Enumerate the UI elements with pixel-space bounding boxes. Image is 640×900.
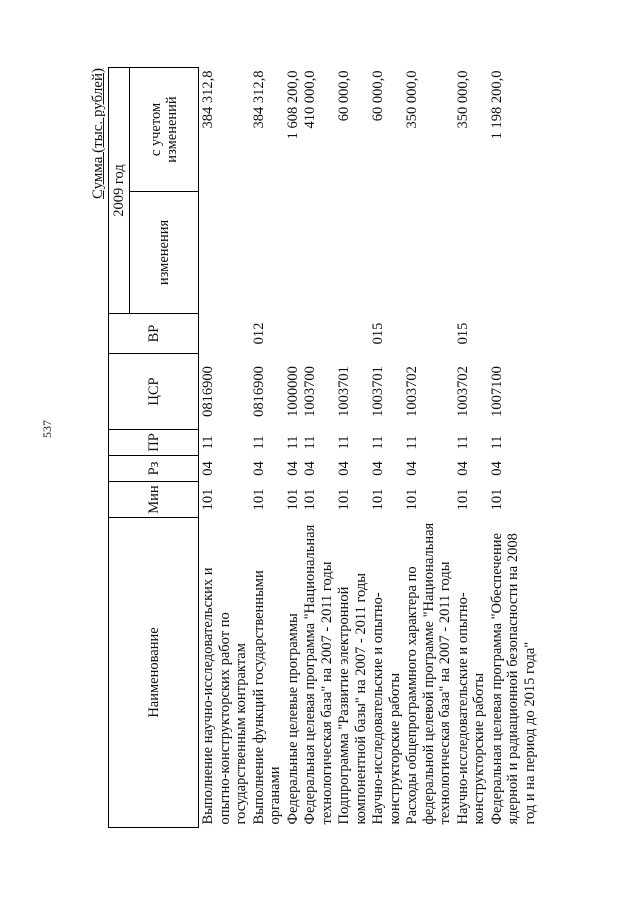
sum-header: Сумма (тыс. рублей) bbox=[90, 68, 106, 200]
row-vr: 015 bbox=[454, 322, 471, 345]
row-rz: 04 bbox=[404, 461, 420, 476]
row-vr bbox=[335, 314, 369, 354]
row-name: Выполнение функций государственными органами bbox=[250, 570, 283, 825]
col-changes-header: изменения bbox=[130, 192, 199, 314]
table-body bbox=[199, 67, 539, 827]
row-csr: 1003700 bbox=[302, 366, 318, 417]
row-rz: 04 bbox=[284, 461, 301, 476]
row-pr: 11 bbox=[200, 435, 216, 450]
row-pr: 11 bbox=[302, 435, 318, 450]
row-changes bbox=[199, 192, 250, 314]
row-name: Научно-исследовательские и опытно-конструкторские работы bbox=[454, 592, 487, 825]
col-name-header: Наименование bbox=[109, 518, 199, 828]
row-name: Научно-исследовательские и опытно-конструкторские работы bbox=[370, 592, 403, 825]
rotated-document bbox=[90, 68, 630, 828]
table-header bbox=[109, 67, 199, 827]
row-with-changes: 410 000,0 bbox=[302, 70, 318, 129]
row-min: 101 bbox=[454, 488, 471, 511]
row-rz: 04 bbox=[370, 461, 386, 476]
row-rz: 04 bbox=[302, 461, 318, 476]
row-min: 101 bbox=[250, 488, 267, 511]
row-min: 101 bbox=[404, 488, 420, 511]
row-rz: 04 bbox=[488, 461, 505, 476]
table-row bbox=[301, 67, 335, 827]
row-with-changes: 60 000,0 bbox=[336, 70, 352, 122]
row-rz: 04 bbox=[250, 461, 267, 476]
col-with-changes-header: с учетом изменений bbox=[130, 67, 199, 191]
row-pr: 11 bbox=[370, 435, 386, 450]
table-row bbox=[284, 67, 302, 827]
row-pr: 11 bbox=[284, 435, 301, 450]
row-pr: 11 bbox=[454, 435, 471, 450]
table-row bbox=[250, 67, 284, 827]
row-min: 101 bbox=[302, 488, 318, 511]
row-min: 101 bbox=[336, 488, 352, 511]
row-changes bbox=[369, 192, 403, 314]
row-pr: 11 bbox=[488, 435, 505, 450]
row-vr bbox=[284, 314, 302, 354]
row-rz: 04 bbox=[454, 461, 471, 476]
row-csr: 1003702 bbox=[404, 366, 420, 417]
row-min: 101 bbox=[200, 488, 216, 511]
row-changes bbox=[250, 192, 284, 314]
row-csr: 1000000 bbox=[284, 366, 301, 417]
row-csr: 0816900 bbox=[200, 366, 216, 417]
page-number: 537 bbox=[40, 420, 54, 438]
row-with-changes: 384 312,8 bbox=[200, 70, 216, 129]
row-changes bbox=[403, 192, 454, 314]
row-name: Выполнение научно-исследовательских и опытно-конструкторских работ по государственным контрактам bbox=[200, 567, 249, 825]
col-pr-header: ПР bbox=[109, 430, 199, 456]
table-row bbox=[488, 67, 539, 827]
row-name: Федеральная целевая программа "Обеспечение ядерной и радиационной безопасности на 2008 год и на период до 2015 года" bbox=[488, 533, 538, 825]
row-csr: 1003701 bbox=[370, 366, 386, 417]
row-changes bbox=[454, 192, 488, 314]
table-row bbox=[403, 67, 454, 827]
row-name: Федеральная целевая программа "Национальная технологическая база" на 2007 - 2011 годы bbox=[302, 524, 335, 825]
row-min: 101 bbox=[488, 488, 505, 511]
row-csr: 0816900 bbox=[250, 366, 267, 417]
row-vr: 015 bbox=[370, 322, 386, 345]
table-row bbox=[335, 67, 369, 827]
row-csr: 1003702 bbox=[454, 366, 471, 417]
row-vr bbox=[199, 314, 250, 354]
row-with-changes: 1 608 200,0 bbox=[284, 70, 301, 140]
row-min: 101 bbox=[370, 488, 386, 511]
row-changes bbox=[488, 192, 539, 314]
row-pr: 11 bbox=[404, 435, 420, 450]
row-name: Федеральные целевые программы bbox=[284, 613, 301, 825]
table-row bbox=[199, 67, 250, 827]
budget-table bbox=[108, 67, 538, 828]
row-pr: 11 bbox=[250, 435, 267, 450]
row-with-changes: 1 198 200,0 bbox=[488, 70, 505, 140]
row-vr bbox=[301, 314, 335, 354]
row-csr: 1003701 bbox=[336, 366, 352, 417]
col-rz-header: Рз bbox=[109, 456, 199, 482]
col-csr-header: ЦСР bbox=[109, 354, 199, 430]
row-with-changes: 384 312,8 bbox=[250, 70, 267, 129]
row-name: Расходы общепрограммного характера по федеральной целевой программе "Национальная технологическая база" на 2007 - 2011 годы bbox=[404, 522, 453, 825]
row-with-changes: 60 000,0 bbox=[370, 70, 386, 122]
row-rz: 04 bbox=[336, 461, 352, 476]
row-vr bbox=[403, 314, 454, 354]
col-min-header: Мин bbox=[109, 482, 199, 518]
col-vr-header: ВР bbox=[109, 314, 199, 354]
table-row bbox=[454, 67, 488, 827]
row-with-changes: 350 000,0 bbox=[454, 70, 471, 129]
row-rz: 04 bbox=[200, 461, 216, 476]
row-csr: 1007100 bbox=[488, 366, 505, 417]
col-year-header: 2009 год bbox=[109, 67, 130, 313]
row-changes bbox=[284, 192, 302, 314]
row-name: Подпрограмма "Развитие электронной компонентной базы" на 2007 - 2011 годы bbox=[336, 572, 369, 825]
row-vr: 012 bbox=[250, 322, 267, 345]
row-changes bbox=[335, 192, 369, 314]
row-pr: 11 bbox=[336, 435, 352, 450]
row-vr bbox=[488, 314, 539, 354]
table-row bbox=[369, 67, 403, 827]
row-changes bbox=[301, 192, 335, 314]
row-min: 101 bbox=[284, 488, 301, 511]
row-with-changes: 350 000,0 bbox=[404, 70, 420, 129]
